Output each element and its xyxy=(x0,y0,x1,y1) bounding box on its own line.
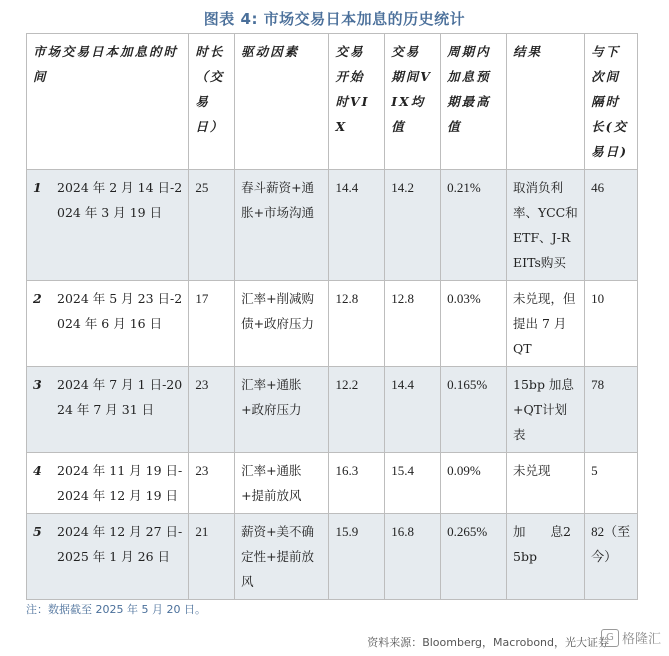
cell-result: 未兑现，但提出 7 月 QT xyxy=(507,281,585,367)
table-row xyxy=(27,170,638,281)
row-index: 4 xyxy=(33,463,42,478)
table-row xyxy=(27,281,638,367)
cell-duration: 21 xyxy=(189,514,235,600)
table-row xyxy=(27,453,638,514)
source-note: 资料来源：Bloomberg，Macrobond，光大证券 xyxy=(367,636,609,649)
header-vix-start: 交易开始时VIX xyxy=(329,34,385,170)
table-header-row xyxy=(27,34,638,170)
cell-max-expectation: 0.21% xyxy=(441,170,507,281)
cell-vix-start: 15.9 xyxy=(329,514,385,600)
header-driver: 驱动因素 xyxy=(235,34,329,170)
table-row xyxy=(27,514,638,600)
cell-time xyxy=(27,367,189,453)
cell-result: 取消负利率、YCC和ETF、J-REITs购买 xyxy=(507,170,585,281)
cell-time xyxy=(27,453,189,514)
header-result: 结果 xyxy=(507,34,585,170)
cell-result: 15bp 加息 +QT计划表 xyxy=(507,367,585,453)
footnote: 注：数据截至 2025 年 5 月 20 日。 xyxy=(26,603,206,616)
cell-duration: 23 xyxy=(189,453,235,514)
cell-vix-mean: 14.4 xyxy=(385,367,441,453)
row-index: 1 xyxy=(33,180,42,195)
cell-vix-start: 12.2 xyxy=(329,367,385,453)
cell-driver: 汇率+通胀+提前放风 xyxy=(235,453,329,514)
cell-max-expectation: 0.03% xyxy=(441,281,507,367)
time-range: 2024 年 12 月 27 日-2025 年 1 月 26 日 xyxy=(57,524,183,564)
header-vix-mean: 交易期间VIX均值 xyxy=(385,34,441,170)
gelonghui-logo-icon: G xyxy=(601,629,619,647)
header-time: 市场交易日本加息的时间 xyxy=(27,34,189,170)
figure-title: 图表 4: 市场交易日本加息的历史统计 xyxy=(203,10,466,28)
header-interval: 与下次间隔时长(交易日) xyxy=(585,34,638,170)
row-index: 3 xyxy=(33,377,42,392)
time-range: 2024 年 11 月 19 日-2024 年 12 月 19 日 xyxy=(57,463,183,503)
cell-time xyxy=(27,514,189,600)
cell-interval: 5 xyxy=(585,453,638,514)
cell-vix-mean: 12.8 xyxy=(385,281,441,367)
cell-vix-mean: 14.2 xyxy=(385,170,441,281)
row-index: 2 xyxy=(33,291,42,306)
cell-driver: 薪资+美不确定性+提前放风 xyxy=(235,514,329,600)
cell-time xyxy=(27,281,189,367)
row-index: 5 xyxy=(33,524,42,539)
header-max-expectation: 周期内加息预期最高值 xyxy=(441,34,507,170)
cell-duration: 23 xyxy=(189,367,235,453)
cell-interval: 78 xyxy=(585,367,638,453)
cell-vix-start: 14.4 xyxy=(329,170,385,281)
cell-driver: 春斗薪资+通胀+市场沟通 xyxy=(235,170,329,281)
cell-duration: 17 xyxy=(189,281,235,367)
time-range: 2024 年 5 月 23 日-2024 年 6 月 16 日 xyxy=(57,291,183,331)
cell-vix-mean: 15.4 xyxy=(385,453,441,514)
cell-interval: 82（至今） xyxy=(585,514,638,600)
history-table xyxy=(26,33,638,600)
cell-max-expectation: 0.265% xyxy=(441,514,507,600)
cell-vix-start: 16.3 xyxy=(329,453,385,514)
watermark-text: 格隆汇 xyxy=(621,632,661,647)
cell-interval: 46 xyxy=(585,170,638,281)
cell-max-expectation: 0.09% xyxy=(441,453,507,514)
cell-vix-mean: 16.8 xyxy=(385,514,441,600)
cell-result: 未兑现 xyxy=(507,453,585,514)
cell-time xyxy=(27,170,189,281)
cell-max-expectation: 0.165% xyxy=(441,367,507,453)
time-range: 2024 年 2 月 14 日-2024 年 3 月 19 日 xyxy=(57,180,183,220)
cell-interval: 10 xyxy=(585,281,638,367)
header-duration: 时长（交易日） xyxy=(189,34,235,170)
table-row xyxy=(27,367,638,453)
cell-result: 加 息25bp xyxy=(507,514,585,600)
watermark xyxy=(601,628,661,647)
cell-duration: 25 xyxy=(189,170,235,281)
cell-driver: 汇率+削减购债+政府压力 xyxy=(235,281,329,367)
cell-driver: 汇率+通胀+政府压力 xyxy=(235,367,329,453)
cell-vix-start: 12.8 xyxy=(329,281,385,367)
time-range: 2024 年 7 月 1 日-2024 年 7 月 31 日 xyxy=(57,377,183,417)
